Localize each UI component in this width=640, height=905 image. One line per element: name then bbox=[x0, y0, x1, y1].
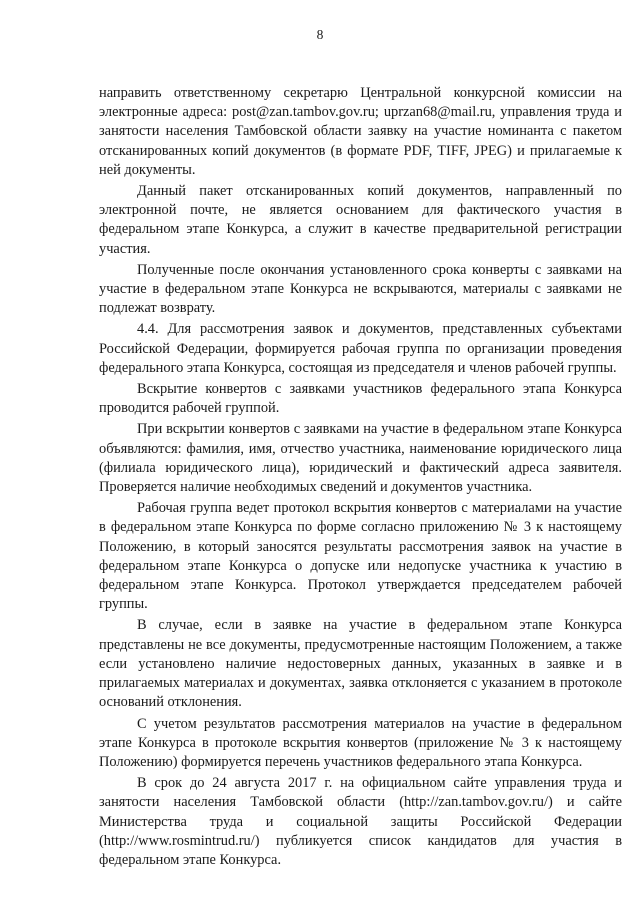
document-body bbox=[99, 84, 622, 870]
paragraph-scanned-copies: Данный пакет отсканированных копий документов, направленный по электронной почте, не является основанием для фактического участия в федеральном этапе Конкурса, а служит в качестве предварительной регистрации участия. bbox=[99, 183, 622, 257]
page-number: 8 bbox=[316, 27, 324, 42]
paragraph-envelope-opening: Вскрытие конвертов с заявками участников федерального этапа Конкурса проводится рабочей группой. bbox=[99, 381, 622, 417]
paragraph-late-envelopes: Полученные после окончания установленного срока конверты с заявками на участие в федеральном этапе Конкурса не вскрываются, материалы с заявками не подлежат возврату. bbox=[99, 261, 622, 317]
paragraph-rejection: В случае, если в заявке на участие в федеральном этапе Конкурса представлены не все документы, предусмотренные настоящим Положением, а также если установлено наличие недостоверных данных, указанных в заявке и в прилагаемых материалах и документах, заявка отклоняется с указанием в протоколе оснований отклонения. bbox=[99, 617, 622, 711]
paragraph-publication: В срок до 24 августа 2017 г. на официальном сайте управления труда и занятости населения Тамбовской области (http://zan.tambov.gov.ru/) и сайте Министерства труда и социальной защиты Российской Федерации (http://www.rosmintrud.ru/) публикуется список кандидатов для участия в федеральном этапе Конкурса. bbox=[99, 775, 622, 868]
paragraph-participant-list: С учетом результатов рассмотрения материалов на участие в федеральном этапе Конкурса в протоколе вскрытия конвертов (приложение № 3 к настоящему Положению) формируется перечень участников федерального этапа Конкурса. bbox=[99, 715, 622, 770]
paragraph-section-4-4: 4.4. Для рассмотрения заявок и документов, представленных субъектами Российской Федерации, формируется рабочая группа по организации проведения федерального этапа Конкурса, состоящая из председателя и членов рабочей группы. bbox=[99, 321, 622, 376]
paragraph-announcement: При вскрытии конвертов с заявками на участие в федеральном этапе Конкурса объявляются: фамилия, имя, отчество участника, наименование юридического лица (филиала юридического лица), юридический и фактический адреса заявителя. Проверяется наличие необходимых сведений и документов участника. bbox=[99, 421, 622, 496]
paragraph-continuation: направить ответственному секретарю Центральной конкурсной комиссии на электронные адреса: post@zan.tambov.gov.ru; uprzan68@mail.ru, управления труда и занятости населения Тамбовской области заявку на участие номинанта с пакетом отсканированных копий документов (в формате PDF, TIFF, JPEG) и прилагаемые к ней документы. bbox=[99, 85, 622, 178]
paragraph-protocol: Рабочая группа ведет протокол вскрытия конвертов с материалами на участие в федеральном этапе Конкурса по форме согласно приложению № 3 к настоящему Положению, в который заносятся результаты рассмотрения заявок на участие в федеральном этапе Конкурса о допуске или недопуске участника к участию в федеральном этапе Конкурса. Протокол утверждается председателем рабочей группы. bbox=[99, 500, 622, 613]
